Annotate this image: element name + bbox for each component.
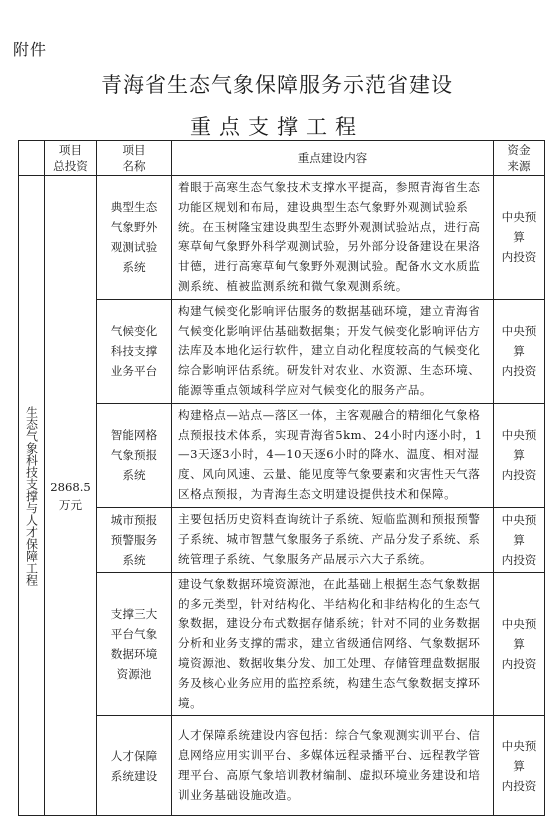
table-row [19,572,545,716]
header-content: 重点建设内容 [172,141,494,176]
table-row [19,716,545,816]
table-row [19,403,545,507]
header-total-investment: 项目 总投资 [45,141,97,176]
project-name: 人才保障 系统建设 [97,716,172,816]
header-category [19,141,45,176]
fund-source: 中央预算 内投资 [494,572,545,716]
fund-source: 中央预算 内投资 [494,299,545,403]
category-label: 生态气象科技支撑与人才保障工程 [24,405,39,586]
project-content: 构建格点—站点—落区一体，主客观融合的精细化气象格点预报技术体系，实现青海省5km、24小时内逐小时，1—3天逐3小时，4—10天逐6小时的降水、温度、相对湿度、风向风速、云量、能见度等气象要素和灾害性天气落区格点预报，为青海生态文明建设提供技术和保障。 [172,403,494,507]
header-fund-source: 资金 来源 [494,141,545,176]
table-row [19,507,545,572]
project-content: 主要包括历史资料查询统计子系统、短临监测和预报预警子系统、城市智慧气象服务子系统、产品分发子系统、系统管理子系统、气象服务产品展示六大子系统。 [172,507,494,572]
project-content: 建设气象数据环境资源池，在此基础上根据生态气象数据的多元类型，针对结构化、半结构化和非结构化的生态气象数据，建设分布式数据存储系统；针对不同的业务数据分析和业务支撑的需求，建立省级通信网络、气象数据环境资源池、数据收集分发、加工处理、存储管理盘数据服务及核心业务应用的监控系统，构建生态气象数据支撑环境。 [172,572,494,716]
project-name: 典型生态 气象野外 观测试验 系统 [97,176,172,300]
projects-table [18,140,545,816]
document-title: 青海省生态气象保障服务示范省建设 [101,73,453,97]
project-name: 智能网格 气象预报 系统 [97,403,172,507]
project-name: 城市预报 预警服务 系统 [97,507,172,572]
fund-source: 中央预算 内投资 [494,403,545,507]
fund-source: 中央预算 内投资 [494,716,545,816]
table-row [19,176,545,300]
table-header-row [19,141,545,176]
project-content: 人才保障系统建设内容包括：综合气象观测实训平台、信息网络应用实训平台、多媒体远程录播平台、远程教学管理平台、高原气象培训教材编制、虚拟环境业务建设和培训业务基础设施改造。 [172,716,494,816]
fund-source: 中央预算 内投资 [494,507,545,572]
project-name: 支撑三大 平台气象 数据环境 资源池 [97,572,172,716]
attachment-label: 附件 [13,40,48,59]
table-row [19,299,545,403]
project-name: 气候变化 科技支撑 业务平台 [97,299,172,403]
fund-source: 中央预算 内投资 [494,176,545,300]
document-subtitle: 重点支撑工程 [190,115,364,139]
project-content: 着眼于高寒生态气象技术支撑水平提高，参照青海省生态功能区规划和布局，建设典型生态气象野外观测试验系统。在玉树隆宝建设典型生态野外观测试验站点，进行高寒草甸气象野外科学观测试验，另外部分设备建设在果洛甘德，进行高寒草甸气象野外观测试验。配备水文水质监测系统、植被监测系统和微气象观测系统。 [172,176,494,300]
project-content: 构建气候变化影响评估服务的数据基础环境，建立青海省气候变化影响评估基础数据集；开发气候变化影响评估方法库及本地化运行软件，建立自动化程度较高的气候变化综合影响评估系统。研发针对农业、水资源、生态环境、能源等重点领域科学应对气候变化的服务产品。 [172,299,494,403]
header-project-name: 项目 名称 [97,141,172,176]
total-investment-cell: 2868.5 万元 [45,176,97,816]
category-cell [19,176,45,816]
